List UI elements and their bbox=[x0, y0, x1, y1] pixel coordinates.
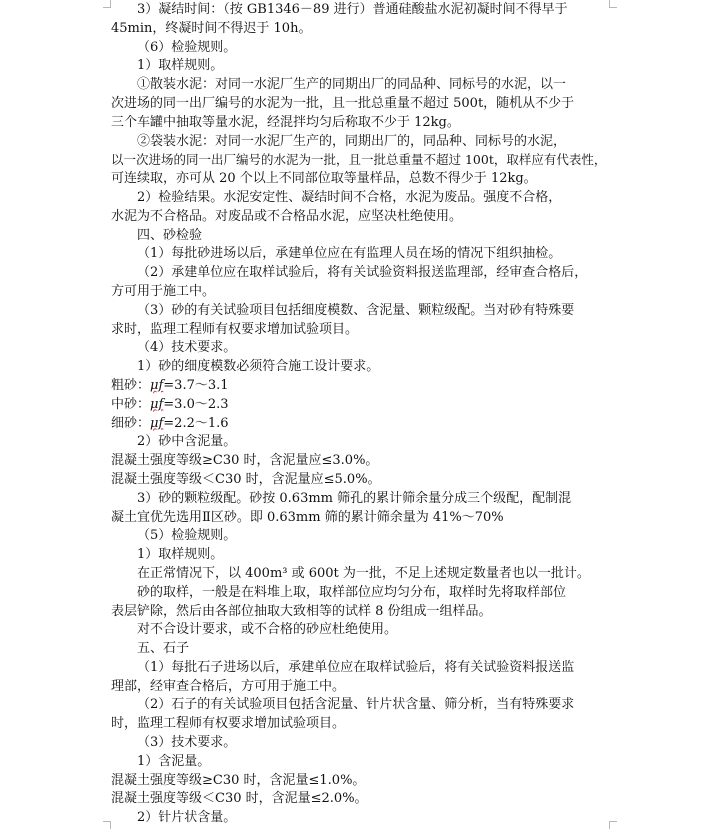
text-line: （3）砂的有关试验项目包括细度模数、含泥量、颗粒级配。当对砂有特殊要 bbox=[137, 302, 575, 318]
text-line: （3）技术要求。 bbox=[137, 735, 237, 751]
text-line: 以一次进场的同一出厂编号的水泥为一批，且一批总重量不超过 100t，取样应有代表性， bbox=[111, 152, 607, 168]
text-line: ①散装水泥：对同一水泥厂生产的同期出厂的同品种、同标号的水泥，以一 bbox=[137, 77, 567, 93]
text-line: 方可用于施工中。 bbox=[111, 283, 216, 299]
margin-corner-mark bbox=[103, 0, 111, 8]
text-line: 3）砂的颗粒级配。砂按 0.63mm 筛孔的累计筛余量分成三个级配，配制混 bbox=[137, 490, 572, 506]
text-line: 1）取样规则。 bbox=[137, 547, 224, 563]
margin-corner-mark bbox=[103, 821, 111, 829]
fineness-range: =3.0～2.3 bbox=[163, 396, 229, 412]
text-line: 混凝土强度等级＜C30 时，含泥量应≤5.0%。 bbox=[111, 471, 381, 487]
text-line: 表层铲除，然后由各部位抽取大致相等的试样 8 份组成一组样品。 bbox=[111, 603, 492, 619]
text-line: 混凝土强度等级＜C30 时，含泥量≤2.0%。 bbox=[111, 791, 368, 807]
text-line: 2）检验结果。水泥安定性、凝结时间不合格，水泥为废品。强度不合格， bbox=[137, 189, 562, 205]
text-line: 理部，经审查合格后，方可用于施工中。 bbox=[111, 678, 346, 694]
text-line: （2）承建单位应在取样试验后，将有关试验资料报送监理部，经审查合格后， bbox=[137, 265, 588, 281]
text-line: 1）砂的细度模数必须符合施工设计要求。 bbox=[137, 359, 380, 375]
text-line: 凝土宜优先选用Ⅱ区砂。即 0.63mm 筛的累计筛余量为 41%～70% bbox=[111, 509, 504, 525]
text-line bbox=[111, 377, 611, 396]
text-line bbox=[111, 415, 611, 434]
fineness-range: =3.7～3.1 bbox=[163, 377, 229, 393]
text-line: 四、砂检验 bbox=[137, 227, 203, 243]
text-line: （4）技术要求。 bbox=[137, 340, 237, 356]
text-line: 2）砂中含泥量。 bbox=[137, 434, 237, 450]
text-line: 2）针片状含量。 bbox=[137, 810, 237, 826]
text-line: （1）每批石子进场以后，承建单位应在取样试验后，将有关试验资料报送监 bbox=[137, 659, 575, 675]
text-line: 45min，终凝时间不得迟于 10h。 bbox=[111, 20, 312, 36]
fineness-modulus-symbol: μf bbox=[150, 415, 164, 431]
text-line: 砂的取样，一般是在料堆上取，取样部位应均匀分布，取样时先将取样部位 bbox=[137, 584, 567, 600]
text-line: 水泥为不合格品。对废品或不合格品水泥，应坚决杜绝使用。 bbox=[111, 208, 463, 224]
text-line: 时，监理工程师有权要求增加试验项目。 bbox=[111, 716, 346, 732]
grade-label: 中砂： bbox=[111, 396, 151, 412]
text-line: （5）检验规则。 bbox=[137, 528, 237, 544]
text-line: 3）凝结时间：（按 GB1346－89 进行）普通硅酸盐水泥初凝时间不得早于 bbox=[137, 2, 568, 17]
grade-label: 细砂： bbox=[111, 415, 151, 431]
fineness-range: =2.2～1.6 bbox=[163, 415, 229, 431]
text-line: 可连续取，亦可从 20 个以上不同部位取等量样品，总数不得少于 12kg。 bbox=[111, 171, 537, 187]
text-line: ②袋装水泥：对同一水泥厂生产的，同期出厂的，同品种、同标号的水泥， bbox=[137, 133, 567, 149]
document-body[interactable] bbox=[111, 1, 611, 828]
text-line: 五、石子 bbox=[137, 641, 190, 657]
text-line bbox=[111, 396, 611, 415]
fineness-modulus-symbol: μf bbox=[150, 396, 164, 412]
grade-label: 粗砂： bbox=[111, 377, 151, 393]
text-line: 混凝土强度等级≥C30 时，含泥量≤1.0%。 bbox=[111, 772, 366, 788]
text-line: 在正常情况下，以 400m³ 或 600t 为一批，不足上述规定数量者也以一批计。 bbox=[137, 565, 590, 581]
text-line: 求时，监理工程师有权要求增加试验项目。 bbox=[111, 321, 359, 337]
text-line: 1）取样规则。 bbox=[137, 58, 224, 74]
text-line: 三个车罐中抽取等量水泥，经混拌均匀后称取不少于 12kg。 bbox=[111, 114, 460, 130]
text-line: （2）石子的有关试验项目包括含泥量、针片状含量、筛分析，当有特殊要求 bbox=[137, 697, 575, 713]
text-line: 混凝土强度等级≥C30 时，含泥量应≤3.0%。 bbox=[111, 453, 379, 469]
text-line: 次进场的同一出厂编号的水泥为一批，且一批总重量不超过 500t，随机从不少于 bbox=[111, 95, 575, 111]
fineness-modulus-symbol: μf bbox=[150, 377, 164, 393]
text-line: （6）检验规则。 bbox=[137, 39, 237, 55]
text-line: 对不合设计要求，或不合格的砂应杜绝使用。 bbox=[137, 622, 398, 638]
text-line: 1）含泥量。 bbox=[137, 753, 211, 769]
text-line: （1）每批砂进场以后，承建单位应在有监理人员在场的情况下组织抽检。 bbox=[137, 246, 562, 262]
